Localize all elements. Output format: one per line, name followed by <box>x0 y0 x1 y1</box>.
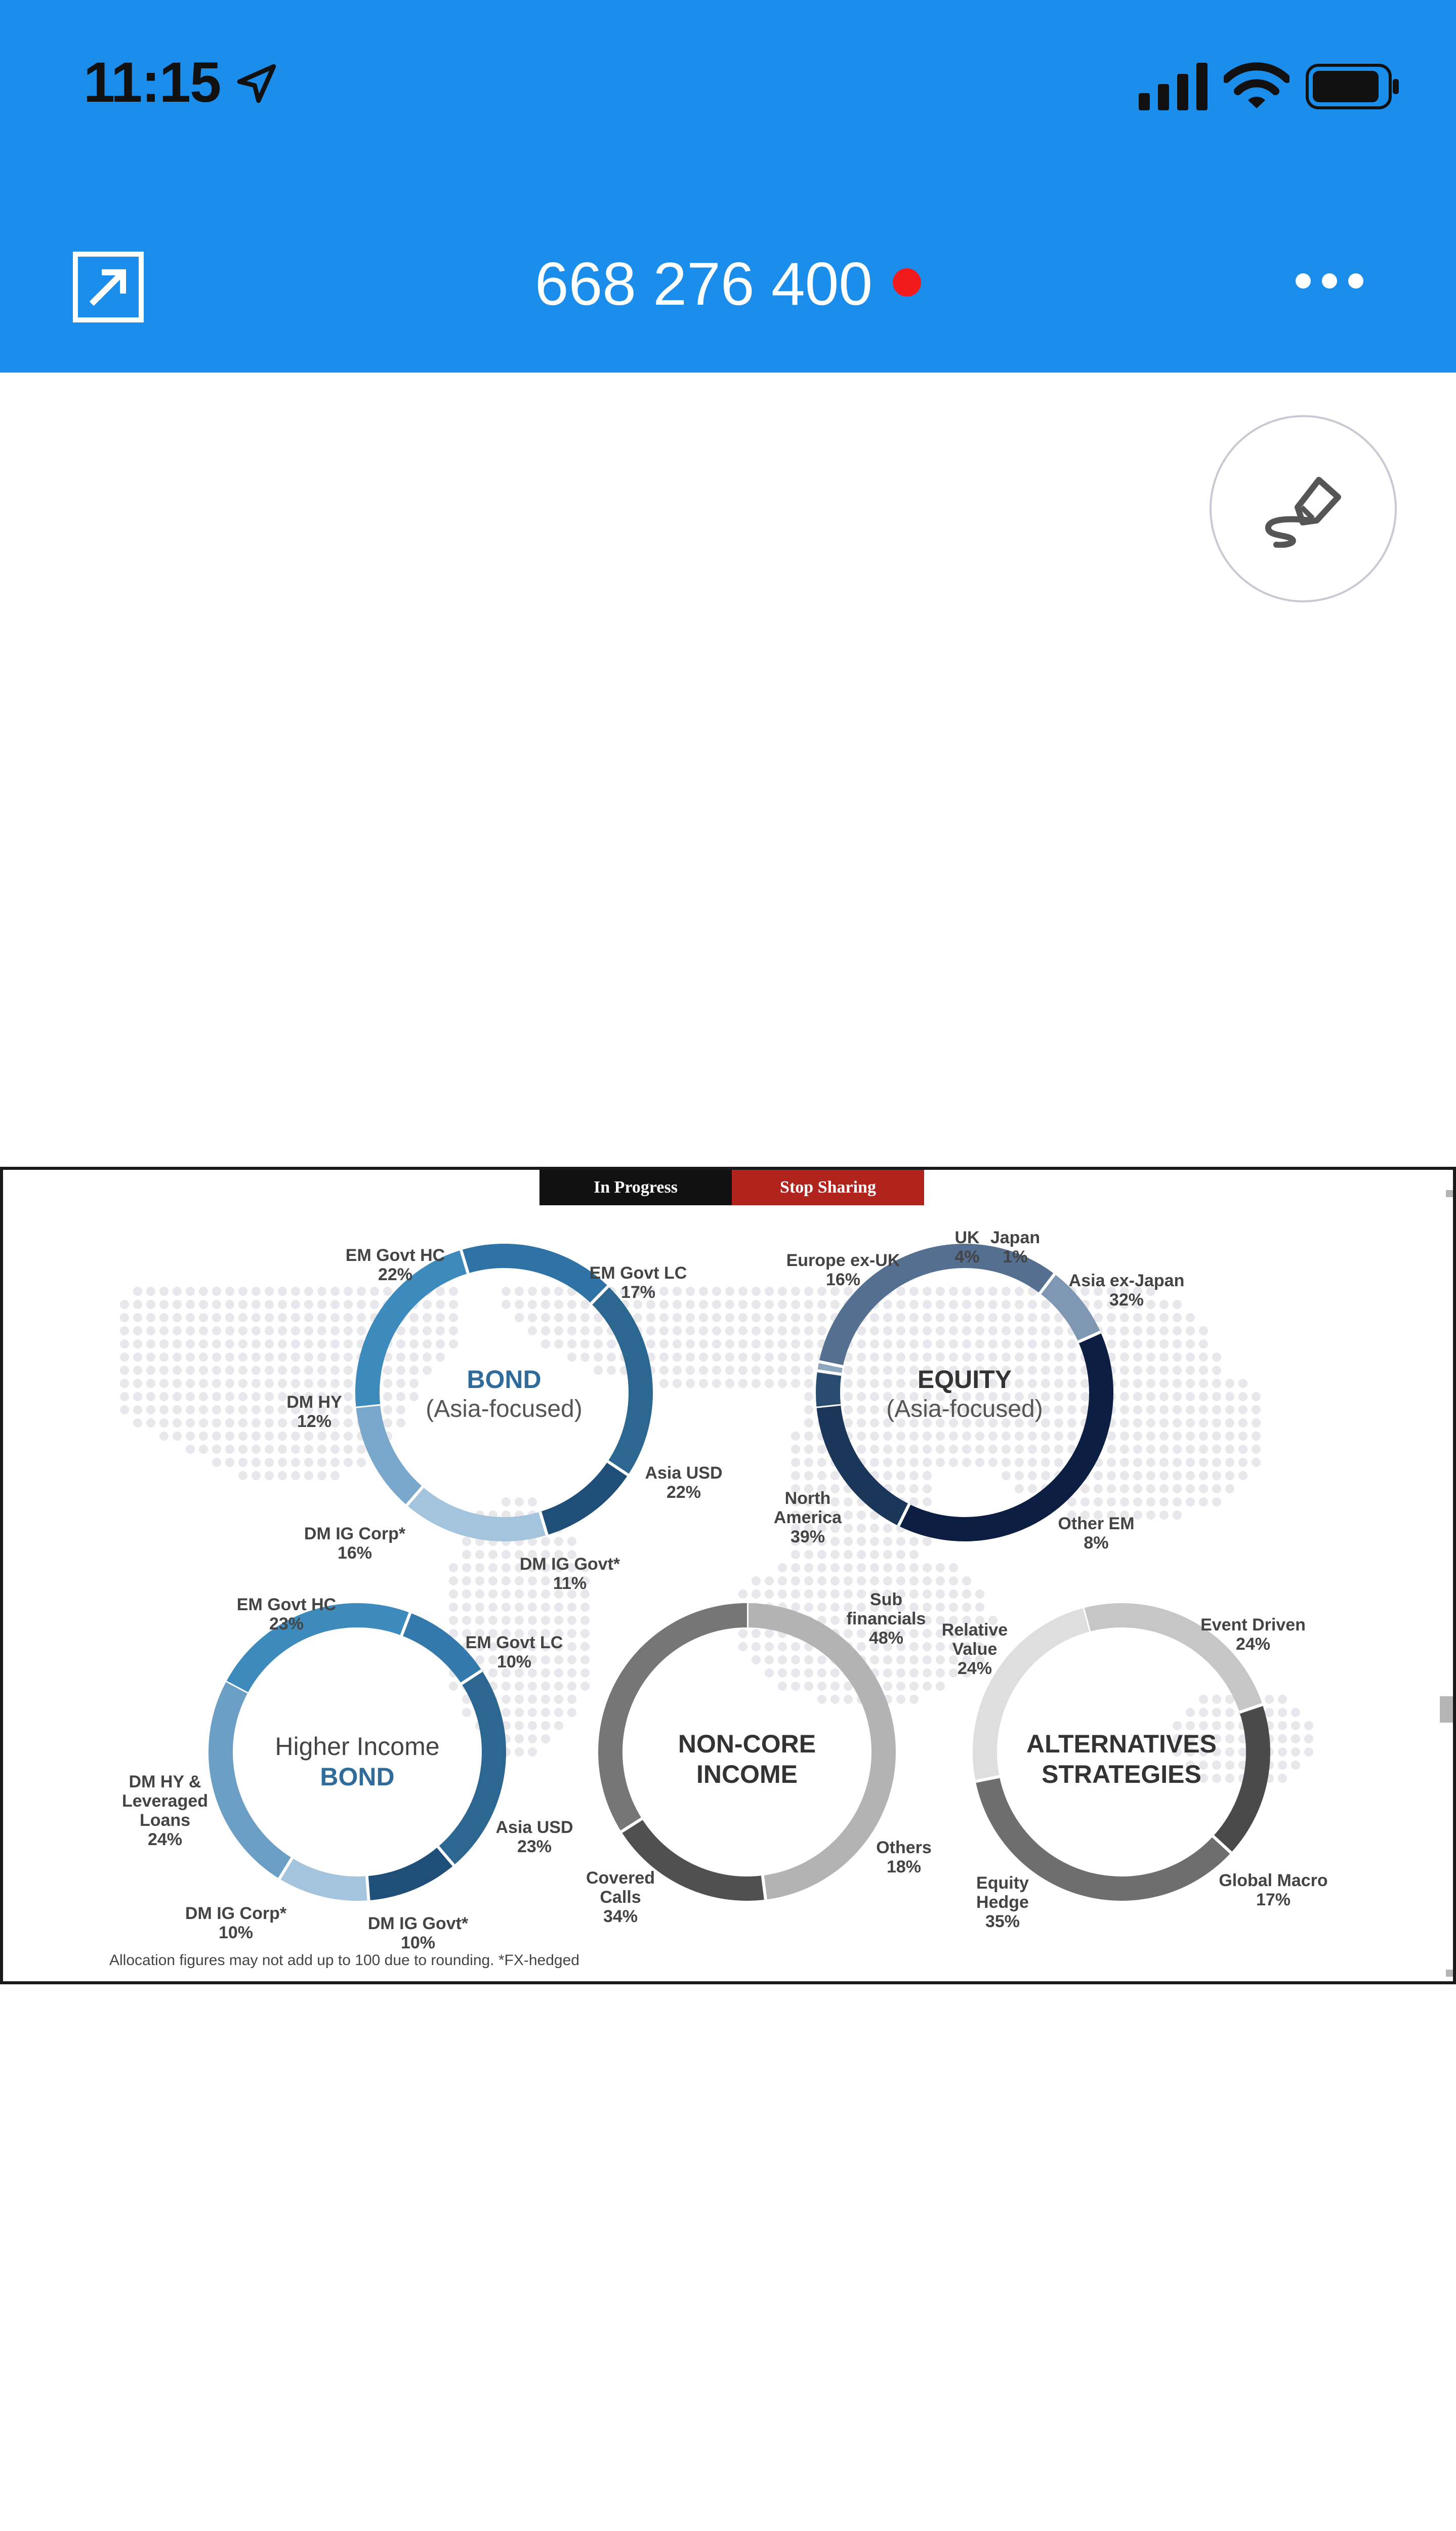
non-core-income-segment-label <box>847 1590 926 1648</box>
bond-segment-label <box>346 1246 445 1284</box>
segment-name: DM HY & Leveraged Loans <box>121 1772 209 1830</box>
equity-title-2: (Asia-focused) <box>886 1396 1043 1422</box>
more-icon[interactable] <box>1296 273 1363 289</box>
segment-name: UK <box>954 1228 980 1247</box>
segment-name: Other EM <box>1058 1514 1135 1533</box>
segment-name: DM IG Corp* <box>304 1524 406 1543</box>
bond-segment-label <box>645 1463 722 1502</box>
bond-segment-label <box>286 1393 342 1431</box>
equity-segment-label <box>990 1228 1040 1267</box>
in-progress-status: In Progress <box>539 1170 732 1205</box>
segment-name: Japan <box>990 1228 1041 1247</box>
equity-segment-label <box>1069 1271 1185 1310</box>
segment-value: 35% <box>985 1912 1020 1931</box>
bond-segment-label <box>304 1524 405 1563</box>
segment-value: 39% <box>790 1527 825 1546</box>
segment-name: Sub financials <box>846 1590 926 1628</box>
segment-name: Covered Calls <box>586 1868 655 1907</box>
annotate-button[interactable] <box>1210 415 1397 602</box>
non-core-income-title-1: NON-CORE <box>678 1730 816 1758</box>
battery-icon <box>1306 64 1402 109</box>
segment-value: 24% <box>147 1830 183 1849</box>
alternatives-strategies-segment-label <box>1219 1871 1327 1909</box>
scroll-up-arrow[interactable] <box>1446 1190 1453 1197</box>
call-number <box>0 249 1456 319</box>
higher-income-bond-segment-label <box>185 1904 286 1942</box>
chart-labels <box>3 1170 1453 1981</box>
alternatives-strategies-title-2: STRATEGIES <box>1042 1760 1201 1788</box>
segment-name: Asia USD <box>645 1463 723 1483</box>
bond-title-1: BOND <box>467 1365 542 1394</box>
call-number-text: 668 276 400 <box>534 250 873 318</box>
segment-value: 4% <box>954 1247 980 1267</box>
segment-value: 23% <box>269 1614 304 1634</box>
bond-segment-label <box>520 1555 620 1593</box>
segment-name: Event Driven <box>1200 1615 1306 1635</box>
non-core-income-segment-label <box>586 1868 655 1926</box>
segment-value: 10% <box>218 1923 254 1942</box>
higher-income-bond-segment-label <box>495 1818 573 1856</box>
higher-income-bond-segment-label <box>237 1595 336 1634</box>
segment-value: 17% <box>1256 1890 1291 1909</box>
annotate-icon <box>1262 472 1348 548</box>
higher-income-bond-segment-label <box>466 1633 563 1671</box>
call-header <box>0 0 1456 373</box>
recording-dot-icon <box>893 268 921 297</box>
segment-name: EM Govt LC <box>589 1263 687 1283</box>
equity-segment-label <box>786 1251 900 1289</box>
higher-income-bond-title-1: Higher Income <box>275 1732 440 1761</box>
status-time: 11:15 <box>84 51 221 114</box>
segment-value: 8% <box>1084 1533 1109 1553</box>
equity-title-1: EQUITY <box>917 1365 1012 1394</box>
segment-value: 16% <box>337 1543 372 1563</box>
segment-name: DM IG Govt* <box>519 1555 620 1574</box>
bond-segment-label <box>590 1263 687 1302</box>
higher-income-bond-segment-label <box>122 1772 208 1849</box>
stop-sharing-button[interactable]: Stop Sharing <box>732 1170 924 1205</box>
segment-value: 17% <box>620 1283 656 1302</box>
segment-name: DM HY <box>286 1393 342 1412</box>
segment-value: 11% <box>553 1574 587 1593</box>
bond-title-2: (Asia-focused) <box>426 1396 583 1422</box>
shared-screen <box>0 1167 1456 1984</box>
signal-icon <box>1139 62 1210 110</box>
segment-name: EM Govt HC <box>236 1595 337 1614</box>
alternatives-strategies-segment-label <box>976 1873 1029 1931</box>
segment-value: 10% <box>400 1933 436 1952</box>
segment-name: Relative Value <box>941 1620 1008 1659</box>
segment-value: 10% <box>496 1652 532 1671</box>
segment-value: 16% <box>825 1270 861 1289</box>
segment-value: 34% <box>603 1907 638 1926</box>
segment-value: 1% <box>1003 1247 1028 1267</box>
segment-value: 12% <box>297 1412 332 1431</box>
segment-value: 48% <box>868 1628 904 1648</box>
higher-income-bond-segment-label <box>368 1914 468 1952</box>
segment-name: EM Govt HC <box>345 1246 445 1265</box>
alternatives-strategies-segment-label <box>942 1620 1008 1678</box>
segment-value: 23% <box>517 1837 552 1856</box>
segment-name: Global Macro <box>1219 1871 1328 1890</box>
segment-value: 18% <box>886 1857 922 1876</box>
alternatives-strategies-title-1: ALTERNATIVES <box>1026 1730 1217 1758</box>
slide-footnote: Allocation figures may not add up to 100 due to rounding. *FX-hedged <box>109 1952 579 1969</box>
equity-segment-label <box>954 1228 979 1267</box>
higher-income-bond-title-2: BOND <box>320 1763 395 1791</box>
segment-value: 24% <box>957 1659 992 1678</box>
sharing-toolbar <box>539 1170 924 1205</box>
segment-value: 22% <box>666 1483 701 1502</box>
segment-value: 24% <box>1235 1635 1271 1654</box>
segment-name: Equity Hedge <box>976 1873 1029 1912</box>
segment-name: Others <box>876 1838 932 1857</box>
equity-segment-label <box>1058 1514 1134 1553</box>
segment-name: Asia ex-Japan <box>1068 1271 1185 1290</box>
non-core-income-title-2: INCOME <box>696 1760 798 1788</box>
wifi-icon <box>1224 60 1289 110</box>
scrollbar-thumb[interactable] <box>1440 1696 1453 1723</box>
alternatives-strategies-segment-label <box>1200 1615 1306 1654</box>
location-arrow-icon <box>234 61 279 106</box>
segment-name: North America <box>773 1489 842 1527</box>
segment-name: DM IG Corp* <box>185 1904 287 1923</box>
scroll-down-arrow[interactable] <box>1446 1970 1453 1977</box>
segment-value: 22% <box>378 1265 413 1284</box>
segment-name: Asia USD <box>495 1818 573 1837</box>
segment-value: 32% <box>1109 1290 1144 1310</box>
equity-segment-label <box>774 1489 842 1546</box>
segment-name: Europe ex-UK <box>786 1251 900 1270</box>
segment-name: DM IG Govt* <box>367 1914 469 1933</box>
segment-name: EM Govt LC <box>465 1633 563 1652</box>
non-core-income-segment-label <box>876 1838 932 1876</box>
